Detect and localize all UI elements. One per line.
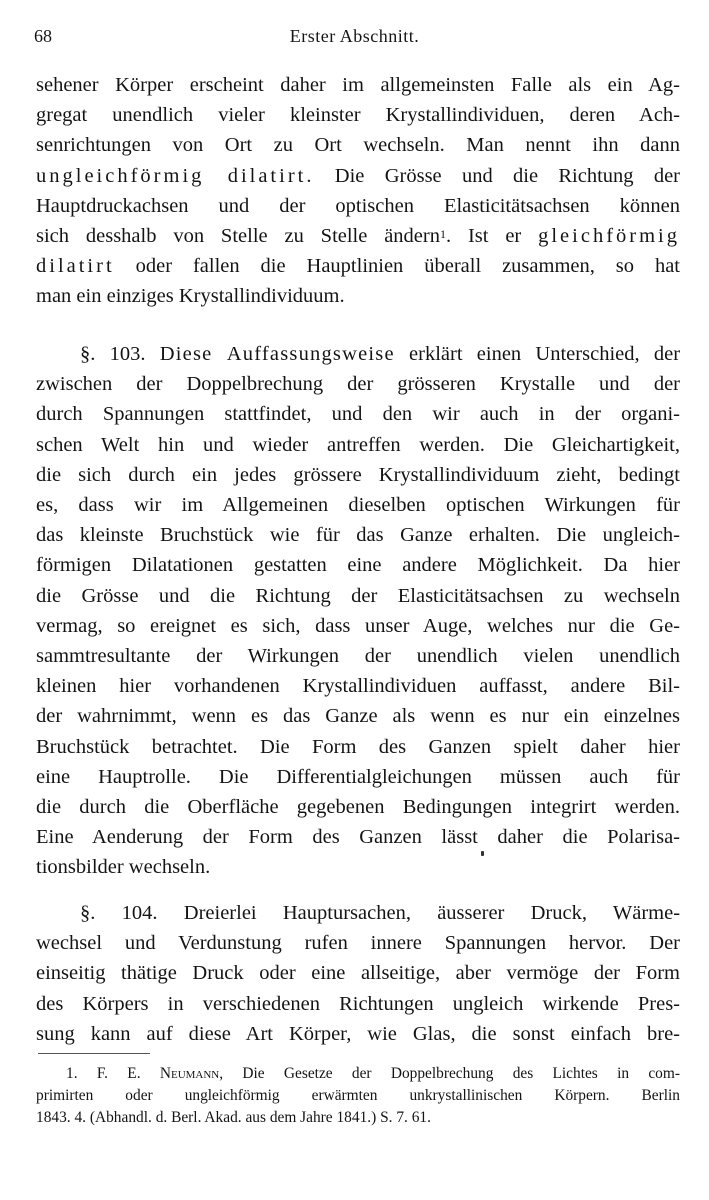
text-run: Die Grösse und die Richtung der <box>334 164 681 187</box>
section-mark: §. 104. <box>80 902 158 924</box>
text-line <box>36 339 680 369</box>
text-line: gregat unendlich vieler kleinster Krystallindividuen, deren Ach- <box>36 104 680 127</box>
emphasized-term: gleichförmig <box>538 225 680 248</box>
text-line: zwischen der Doppelbrechung der grösseren Krystalle und der <box>36 373 680 396</box>
text-line: sammtresultante der Wirkungen der unendlich vielen unendlich <box>36 645 680 668</box>
paragraph-2 <box>36 339 680 883</box>
ink-speck <box>481 851 484 856</box>
text-line: die durch die Oberfläche gegebenen Bedingungen integrirt werden. <box>36 796 680 819</box>
text-line: die sich durch ein jedes grössere Krystallindividuum zieht, bedingt <box>36 463 680 486</box>
text-run: sich desshalb von Stelle zu Stelle ändern <box>36 225 440 248</box>
text-line: Hauptdruckachsen und der optischen Elasticitätsachsen können <box>36 194 680 217</box>
section-mark: §. 103. <box>80 343 146 365</box>
text-run: Dreierlei Hauptursachen, äusserer Druck, Wärme- <box>183 902 681 924</box>
text-line: des Körpers in verschiedenen Richtungen ungleich wirkende Pres- <box>36 992 680 1015</box>
text-line: sung kann auf diese Art Körper, wie Glas, die sonst einfach bre- <box>36 1022 680 1045</box>
text-line: schen Welt hin und wieder antreffen werden. Die Gleichartigkeit, <box>36 433 680 456</box>
text-line: das kleinste Bruchstück wie für das Ganze erhalten. Die ungleich- <box>36 524 680 547</box>
text-line: sehener Körper erscheint daher im allgemeinsten Falle als ein Ag- <box>36 74 680 96</box>
text-line: einseitig thätige Druck oder eine allseitige, aber vermöge der Form <box>36 962 680 985</box>
running-head <box>34 26 675 52</box>
text-line <box>36 898 680 928</box>
page-number: 68 <box>34 26 52 46</box>
paragraph-1 <box>36 70 680 312</box>
text-line <box>36 221 680 251</box>
text-line: wechsel und Verdunstung rufen innere Spannungen hervor. Der <box>36 932 680 955</box>
emphasized-term: Diese Auffassungsweise <box>159 343 395 365</box>
text-line: der wahrnimmt, wenn es das Ganze als wenn es nur ein einzelnes <box>36 705 680 728</box>
emphasized-term: dilatirt <box>36 255 115 278</box>
author-name: Neumann <box>159 1065 220 1082</box>
text-line: förmigen Dilatationen gestatten eine andere Möglichkeit. Da hier <box>36 554 680 577</box>
footnote-rule <box>38 1053 150 1054</box>
emphasized-term: ungleichförmig dilatirt. <box>36 164 315 187</box>
text-line <box>36 161 680 191</box>
footnote-line: primirten oder ungleichförmig erwärmten unkrystallinischen Körpern. Berlin <box>36 1087 680 1104</box>
text-line: kleinen hier vorhandenen Krystallindividuen auffasst, andere Bil- <box>36 675 680 698</box>
text-line: es, dass wir im Allgemeinen dieselben optischen Wirkungen für <box>36 494 680 517</box>
text-line: man ein einziges Krystallindividuum. <box>36 285 345 308</box>
text-line <box>36 251 680 281</box>
footnote-marker: 1. <box>66 1065 78 1082</box>
footnote-line: 1843. 4. (Abhandl. d. Berl. Akad. aus dem Jahre 1841.) S. 7. 61. <box>36 1109 431 1126</box>
paragraph-3 <box>36 898 680 1049</box>
footnote-ref: 1 <box>439 227 446 242</box>
text-line: Eine Aenderung der Form des Ganzen lässt daher die Polarisa- <box>36 826 680 849</box>
text-line: eine Hauptrolle. Die Differentialgleichungen müssen auch für <box>36 765 680 788</box>
text-line: tionsbilder wechseln. <box>36 856 211 879</box>
text-run: oder fallen die Hauptlinien überall zusammen, so hat <box>135 255 680 278</box>
author-initials: F. E. <box>96 1065 141 1082</box>
text-line: durch Spannungen stattfindet, und den wir auch in der organi- <box>36 403 680 426</box>
text-line: Bruchstück betrachtet. Die Form des Ganzen spielt daher hier <box>36 735 680 758</box>
text-line: die Grösse und die Richtung der Elasticitätsachsen zu wechseln <box>36 584 680 607</box>
text-line: senrichtungen von Ort zu Ort wechseln. Man nennt ihn dann <box>36 134 680 157</box>
text-run: , Die Gesetze der Doppelbrechung des Lichtes in com- <box>219 1065 680 1082</box>
text-line: vermag, so ereignet es sich, dass unser Auge, welches nur die Ge- <box>36 614 680 637</box>
text-run: erklärt einen Unterschied, der <box>409 343 681 365</box>
footnote-line <box>36 1063 680 1085</box>
text-run: . Ist er <box>445 225 522 248</box>
footnote <box>36 1063 680 1129</box>
running-title: Erster Abschnitt. <box>289 26 420 46</box>
